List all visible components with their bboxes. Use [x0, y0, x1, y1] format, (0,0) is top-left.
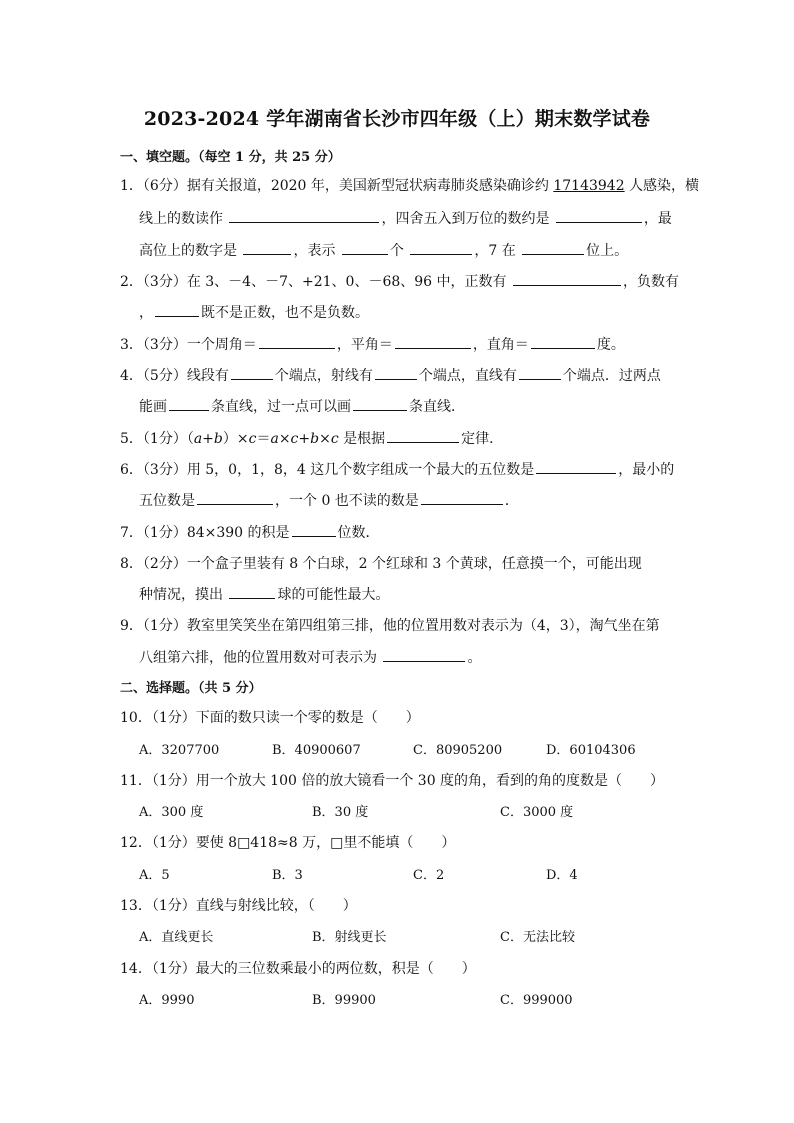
question-12-stem: 12．（1分）要使 8□418≈8 万，□里不能填（ ） [120, 835, 456, 851]
question-6-line-2: 五位数是 ，一个 0 也不读的数是 ． [139, 490, 519, 510]
option-a[interactable]: A．5 [139, 868, 170, 883]
exam-title: 2023-2024 学年湖南省长沙市四年级（上）期末数学试卷 [143, 108, 651, 130]
option-b[interactable]: B．3 [272, 868, 303, 883]
question-2-line-1: 2．（3分）在 3、－4、－7、+21、0、－68、96 中，正数有 ，负数有 [120, 271, 679, 291]
answer-blank[interactable] [229, 208, 379, 223]
question-13-stem: 13．（1分）直线与射线比较，（ ） [120, 898, 357, 914]
answer-blank[interactable] [395, 334, 471, 349]
answer-blank[interactable] [383, 647, 465, 662]
answer-blank[interactable] [375, 365, 417, 380]
answer-blank[interactable] [519, 365, 561, 380]
question-4-line-1: 4．（5分）线段有 个端点，射线有 个端点，直线有 个端点．过两点 [120, 365, 661, 385]
answer-blank[interactable] [243, 240, 291, 255]
option-a[interactable]: A．300 度 [139, 805, 204, 820]
question-6-line-1: 6．（3分）用 5，0，1，8，4 这几个数字组成一个最大的五位数是 ，最小的 [120, 459, 674, 479]
question-9-line-1: 9．（1分）教室里笑笑坐在第四组第三排，他的位置用数对表示为（4，3），淘气坐在第 [120, 618, 660, 634]
question-4-line-2: 能画 条直线，过一点可以画 条直线． [139, 396, 465, 416]
answer-blank[interactable] [231, 365, 273, 380]
option-d[interactable]: D．60104306 [546, 743, 636, 758]
question-10-stem: 10．（1分）下面的数只读一个零的数是（ ） [120, 710, 420, 726]
question-1-line-1: 1．（6分）据有关报道，2020 年，美国新型冠状病毒肺炎感染确诊约 17143942 人感染，横 [120, 178, 700, 194]
answer-blank[interactable] [522, 240, 584, 255]
answer-blank[interactable] [387, 428, 459, 443]
question-8-line-2: 种情况，摸出 球的可能性最大。 [139, 584, 389, 604]
answer-blank[interactable] [410, 240, 472, 255]
question-8-line-1: 8．（2分）一个盒子里装有 8 个白球，2 个红球和 3 个黄球，任意摸一个，可能出现 [120, 556, 642, 572]
answer-blank[interactable] [197, 490, 273, 505]
section-heading-multiple-choice: 二、选择题。（共 5 分） [120, 681, 262, 696]
answer-blank[interactable] [155, 302, 199, 317]
question-3: 3．（3分）一个周角＝ ，平角＝ ，直角＝ 度。 [120, 334, 625, 354]
option-b[interactable]: B．99900 [312, 993, 376, 1008]
question-2-line-2: ， 既不是正数，也不是负数。 [139, 302, 369, 322]
option-b[interactable]: B．射线更长 [312, 930, 387, 945]
question-5: 5．（1分）（a+b）×c＝a×c+b×c 是根据 定律． [120, 428, 503, 448]
answer-blank[interactable] [531, 334, 595, 349]
question-1-line-3: 高位上的数字是 ，表示 个 ，7 在 位上。 [139, 240, 628, 260]
answer-blank[interactable] [353, 396, 407, 411]
answer-blank[interactable] [292, 522, 336, 537]
option-d[interactable]: D．4 [546, 868, 578, 883]
answer-blank[interactable] [556, 208, 642, 223]
answer-blank[interactable] [342, 240, 388, 255]
answer-blank[interactable] [536, 459, 616, 474]
underlined-number: 17143942 [553, 178, 625, 194]
option-c[interactable]: C．无法比较 [500, 930, 575, 945]
answer-blank[interactable] [259, 334, 335, 349]
option-a[interactable]: A．直线更长 [139, 930, 214, 945]
answer-blank[interactable] [169, 396, 209, 411]
answer-blank[interactable] [513, 271, 621, 286]
option-c[interactable]: C．2 [413, 868, 445, 883]
section-heading-fill-blank: 一、填空题。（每空 1 分，共 25 分） [120, 150, 341, 165]
option-b[interactable]: B．30 度 [312, 805, 369, 820]
option-a[interactable]: A．3207700 [139, 743, 220, 758]
question-14-stem: 14．（1分）最大的三位数乘最小的两位数，积是（ ） [120, 961, 476, 977]
question-11-stem: 11．（1分）用一个放大 100 倍的放大镜看一个 30 度的角，看到的角的度数是（ ） [120, 773, 665, 789]
option-a[interactable]: A．9990 [139, 993, 195, 1008]
option-c[interactable]: C．999000 [500, 993, 573, 1008]
option-c[interactable]: C．80905200 [413, 743, 503, 758]
question-1-line-2: 线上的数读作 ，四舍五入到万位的数约是 ，最 [139, 208, 672, 228]
question-7: 7．（1分）84×390 的积是 位数． [120, 522, 380, 542]
question-9-line-2: 八组第六排，他的位置用数对可表示为 。 [139, 647, 481, 667]
answer-blank[interactable] [421, 490, 503, 505]
option-c[interactable]: C．3000 度 [500, 805, 574, 820]
option-b[interactable]: B．40900607 [272, 743, 361, 758]
answer-blank[interactable] [229, 584, 275, 599]
